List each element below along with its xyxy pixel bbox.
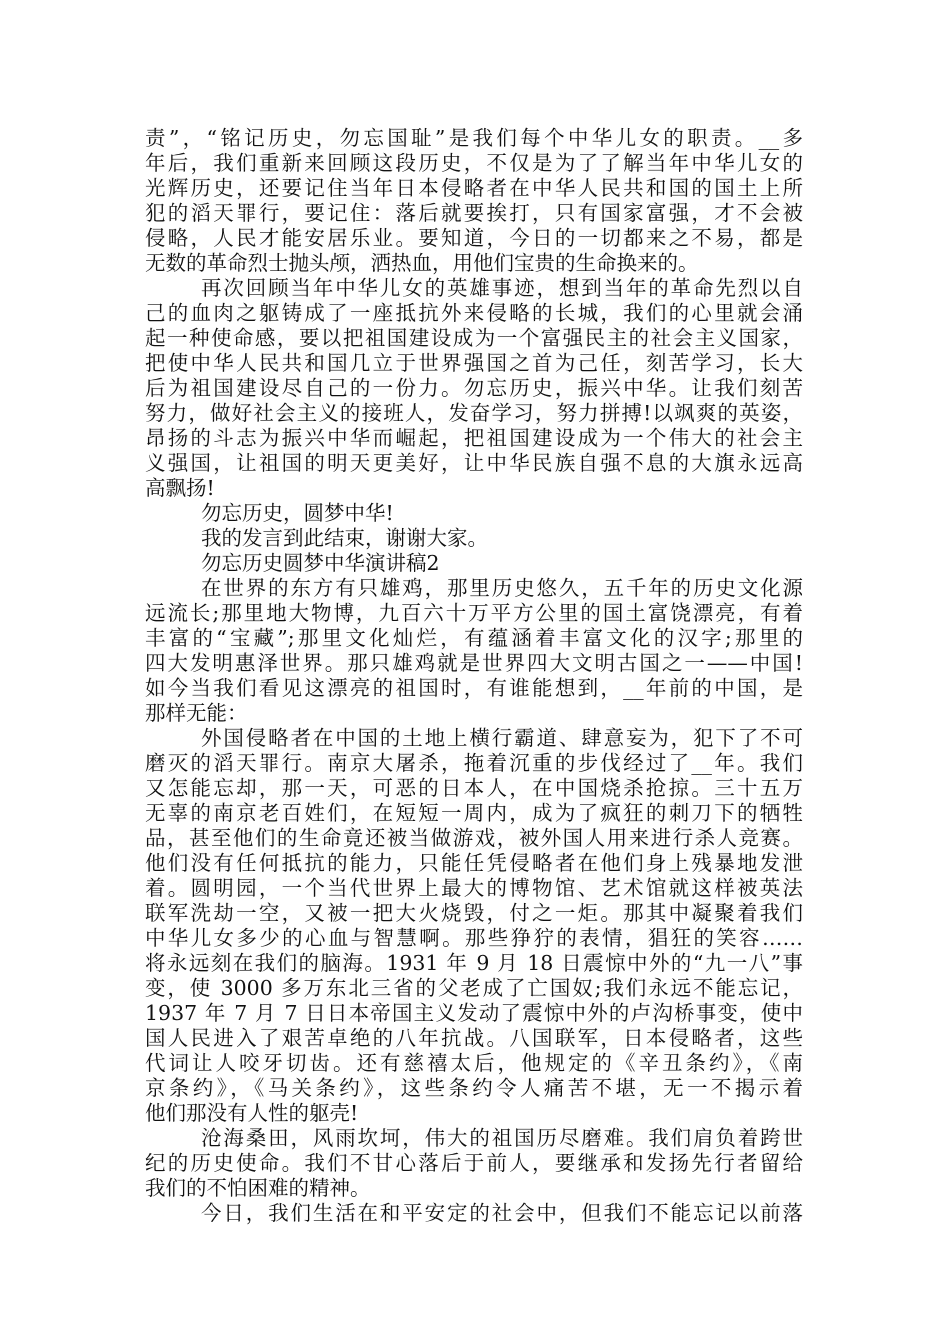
text-line: 后为祖国建设尽自己的一份力。勿忘历史，振兴中华。让我们刻苦 [145, 376, 803, 400]
text-line: 变，使 3000 多万东北三省的父老成了亡国奴;我们永远不能忘记， [145, 976, 803, 1000]
text-line: 我的发言到此结束，谢谢大家。 [201, 526, 488, 550]
text-line: 今日，我们生活在和平安定的社会中，但我们不能忘记以前落 [201, 1201, 803, 1225]
text-line: 将永远刻在我们的脑海。1931 年 9 月 18 日震惊中外的“九一八”事 [145, 951, 803, 975]
text-line: 磨灭的滔天罪行。南京大屠杀，拖着沉重的步伐经过了__年。我们 [145, 751, 803, 775]
text-line: 中华儿女多少的心血与智慧啊。那些狰狞的表情，猖狂的笑容…… [145, 926, 803, 950]
text-line: 着。圆明园，一个当代世界上最大的博物馆、艺术馆就这样被英法 [145, 876, 803, 900]
text-line: 纪的历史使命。我们不甘心落后于前人，要继承和发扬先行者留给 [145, 1151, 803, 1175]
text-line: 责”，“铭记历史，勿忘国耻”是我们每个中华儿女的职责。__多 [145, 126, 803, 150]
text-line: 品，甚至他们的生命竟还被当做游戏，被外国人用来进行杀人竞赛。 [145, 826, 803, 850]
text-line: 在世界的东方有只雄鸡，那里历史悠久，五千年的历史文化源 [201, 576, 803, 600]
text-line: 光辉历史，还要记住当年日本侵略者在中华人民共和国的国土上所 [145, 176, 803, 200]
text-line: 己的血肉之躯铸成了一座抵抗外来侵略的长城，我们的心里就会涌 [145, 301, 803, 325]
text-line: 四大发明惠泽世界。那只雄鸡就是世界四大文明古国之一——中国! [145, 651, 803, 675]
text-line: 丰富的“宝藏”;那里文化灿烂，有蕴涵着丰富文化的汉字;那里的 [145, 626, 803, 650]
text-line: 起一种使命感，要以把祖国建设成为一个富强民主的社会主义国家， [145, 326, 803, 350]
text-line: 沧海桑田，风雨坎坷，伟大的祖国历尽磨难。我们肩负着跨世 [201, 1126, 803, 1150]
text-line: 勿忘历史圆梦中华演讲稿2 [201, 551, 440, 575]
document-page [145, 126, 803, 1226]
text-line: 他们那没有人性的躯壳! [145, 1101, 359, 1125]
text-line: 义强国，让祖国的明天更美好，让中华民族自强不息的大旗永远高 [145, 451, 803, 475]
text-line: 高飘扬! [145, 476, 215, 500]
text-line: 年后，我们重新来回顾这段历史，不仅是为了了解当年中华儿女的 [145, 151, 803, 175]
text-line: 又怎能忘却，那一天，可恶的日本人，在中国烧杀抢掠。三十五万 [145, 776, 803, 800]
text-line: 代词让人咬牙切齿。还有慈禧太后，他规定的《辛丑条约》，《南 [145, 1051, 803, 1075]
text-line: 那样无能： [145, 701, 248, 725]
text-line: 无辜的南京老百姓们，在短短一周内，成为了疯狂的刺刀下的牺牲 [145, 801, 803, 825]
text-line: 联军洗劫一空，又被一把大火烧毁，付之一炬。那其中凝聚着我们 [145, 901, 803, 925]
text-line: 外国侵略者在中国的土地上横行霸道、肆意妄为，犯下了不可 [201, 726, 803, 750]
text-line: 再次回顾当年中华儿女的英雄事迹，想到当年的革命先烈以自 [201, 276, 803, 300]
text-line: 昂扬的斗志为振兴中华而崛起，把祖国建设成为一个伟大的社会主 [145, 426, 803, 450]
text-line: 努力，做好社会主义的接班人，发奋学习，努力拼搏!以飒爽的英姿， [145, 401, 803, 425]
text-line: 侵略，人民才能安居乐业。要知道，今日的一切都来之不易，都是 [145, 226, 803, 250]
text-line: 京条约》，《马关条约》，这些条约令人痛苦不堪，无一不揭示着 [145, 1076, 803, 1100]
text-line: 1937 年 7 月 7 日日本帝国主义发动了震惊中外的卢沟桥事变，使中 [145, 1001, 803, 1025]
text-line: 远流长;那里地大物博，九百六十万平方公里的国土富饶漂亮，有着 [145, 601, 803, 625]
text-line: 他们没有任何抵抗的能力，只能任凭侵略者在他们身上残暴地发泄 [145, 851, 803, 875]
text-line: 无数的革命烈士抛头颅，洒热血，用他们宝贵的生命换来的。 [145, 251, 699, 275]
text-line: 国人民进入了艰苦卓绝的八年抗战。八国联军，日本侵略者，这些 [145, 1026, 803, 1050]
text-line: 把使中华人民共和国几立于世界强国之首为己任，刻苦学习，长大 [145, 351, 803, 375]
text-line: 勿忘历史，圆梦中华! [201, 501, 394, 525]
text-line: 犯的滔天罪行，要记住：落后就要挨打，只有国家富强，才不会被 [145, 201, 803, 225]
text-line: 我们的不怕困难的精神。 [145, 1176, 371, 1200]
text-line: 如今当我们看见这漂亮的祖国时，有谁能想到，__年前的中国，是 [145, 676, 803, 700]
